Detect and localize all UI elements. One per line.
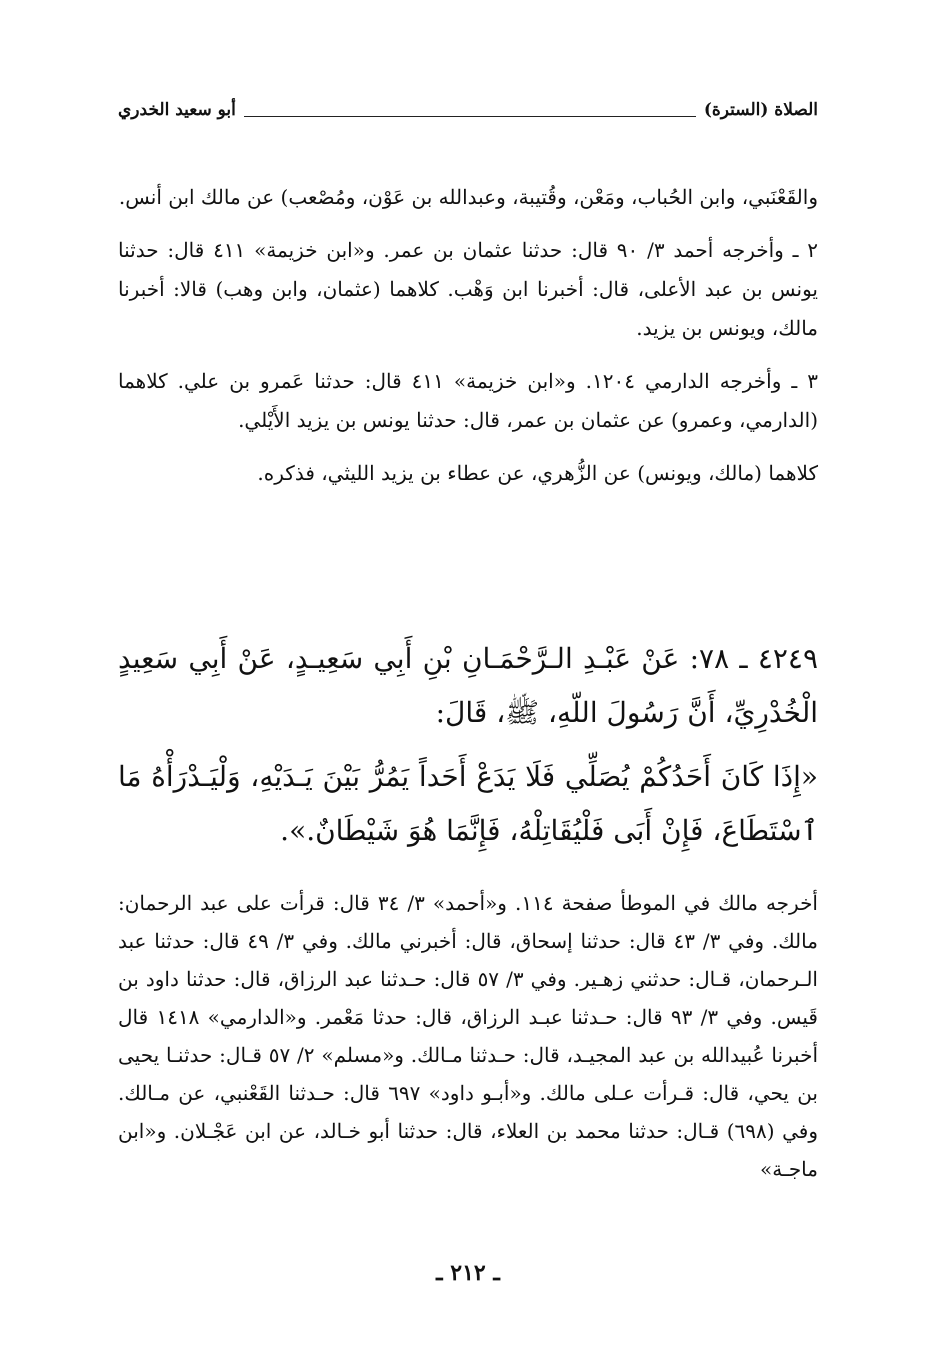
takhrij-paragraph: أخرجه مالك في الموطأ صفحة ١١٤. و«أحمد» ٣/ ٣٤ قال: قرأت على عبد الرحمان: مالك. وفي ٣/ ٤٣ قال: حدثنا إسحاق، قال: أخبرني مالك. وفي ٣/ ٤٩ قال: حدثنا عبد الـرحمان، قـال: حدثني زهـير. وفي ٣/ ٥٧ قال: حـدثنا عبد الرزاق، قال: حدثنا داود بن قَيس. وفي ٣/ ٩٣ قال: حـدثنا عبـد الرزاق، قال: حدثا مَعْمر. و«الدارمي» ١٤١٨ قال أخبرنا عُبيدالله بن عبد المجيـد، قال: حـدثنا مـالك. و«مسلم» ٢/ ٥٧ قـال: حدثنـا يحيى بن يحي، قال: قـرأت عـلى مالك. و«أبـو داود» ٦٩٧ قال: حـدثنا القَعْنبي، عن مـالك. وفي (٦٩٨) قـال: حدثنا محمد بن العلاء، قال: حدثنا أبو خـالد، عن ابن عَجْـلان. و«ابن ماجـة»: [118, 891, 819, 1181]
hadith-number: ٤٢٤٩ ـ ٧٨:: [689, 642, 818, 675]
footnote-paragraph: ٢ ـ وأخرجه أحمد ٣/ ٩٠ قال: حدثنا عثمان بن عمر. و«ابن خزيمة» ٤١١ قال: حدثنا يونس بن عبد الأعلى، قال: أخبرنا ابن وَهْب. كلاهما (عثمان، وابن وهب) قالا: أخبرنا مالك، ويونس بن يزيد.: [118, 238, 818, 340]
hadith-text: [118, 632, 818, 868]
footnote-paragraph: ٣ ـ وأخرجه الدارمي ١٢٠٤. و«ابن خزيمة» ٤١١ قال: حدثنا عَمرو بن علي. كلاهما (الدارمي، وعمرو) عن عثمان بن عمر، قال: حدثنا يونس بن يزيد الأَيْلي.: [118, 369, 818, 432]
page-number: ـ ٢١٢ ـ: [436, 1260, 500, 1286]
hadith-isnad: [118, 632, 818, 740]
footnote-paragraph: والقَعْنَبي، وابن الحُباب، ومَعْن، وقُتيبة، وعبدالله بن عَوْن، ومُصْعب) عن مالك ابن أنس.: [118, 185, 818, 209]
hadith-matn: «إِذَا كَانَ أَحَدُكُمْ يُصَلِّي فَلَا يَدَعْ أَحَداً يَمُرُّ بَيْنَ يَـدَيْهِ، وَلْيَـدْرَأْهُ مَا ٱسْتَطَاعَ، فَإِنْ أَبَى فَلْيُقَاتِلْهُ، فَإِنَّمَا هُوَ شَيْطَانٌ.».: [118, 760, 818, 847]
header-rule: [244, 116, 696, 117]
narrator-name: أبو سعيد الخدري: [118, 100, 236, 120]
takhrij-section: [118, 884, 818, 1188]
chapter-title: الصلاة (السترة): [703, 100, 818, 120]
footnote-paragraph: كلاهما (مالك، ويونس) عن الزُّهري، عن عطاء بن يزيد الليثي، فذكره.: [257, 461, 818, 485]
running-header: [118, 96, 818, 124]
document-page: [118, 0, 818, 1345]
isnad-text: عَنْ عَبْـدِ الـرَّحْمَـانِ بْنِ أَبِي سَعِيـدٍ، عَنْ أَبِي سَعِيدٍ الْخُدْرِيِّ، أَنَّ رَسُولَ اللّهِ، ﷺ، قَالَ:: [118, 642, 818, 729]
previous-footnotes: [118, 178, 818, 507]
